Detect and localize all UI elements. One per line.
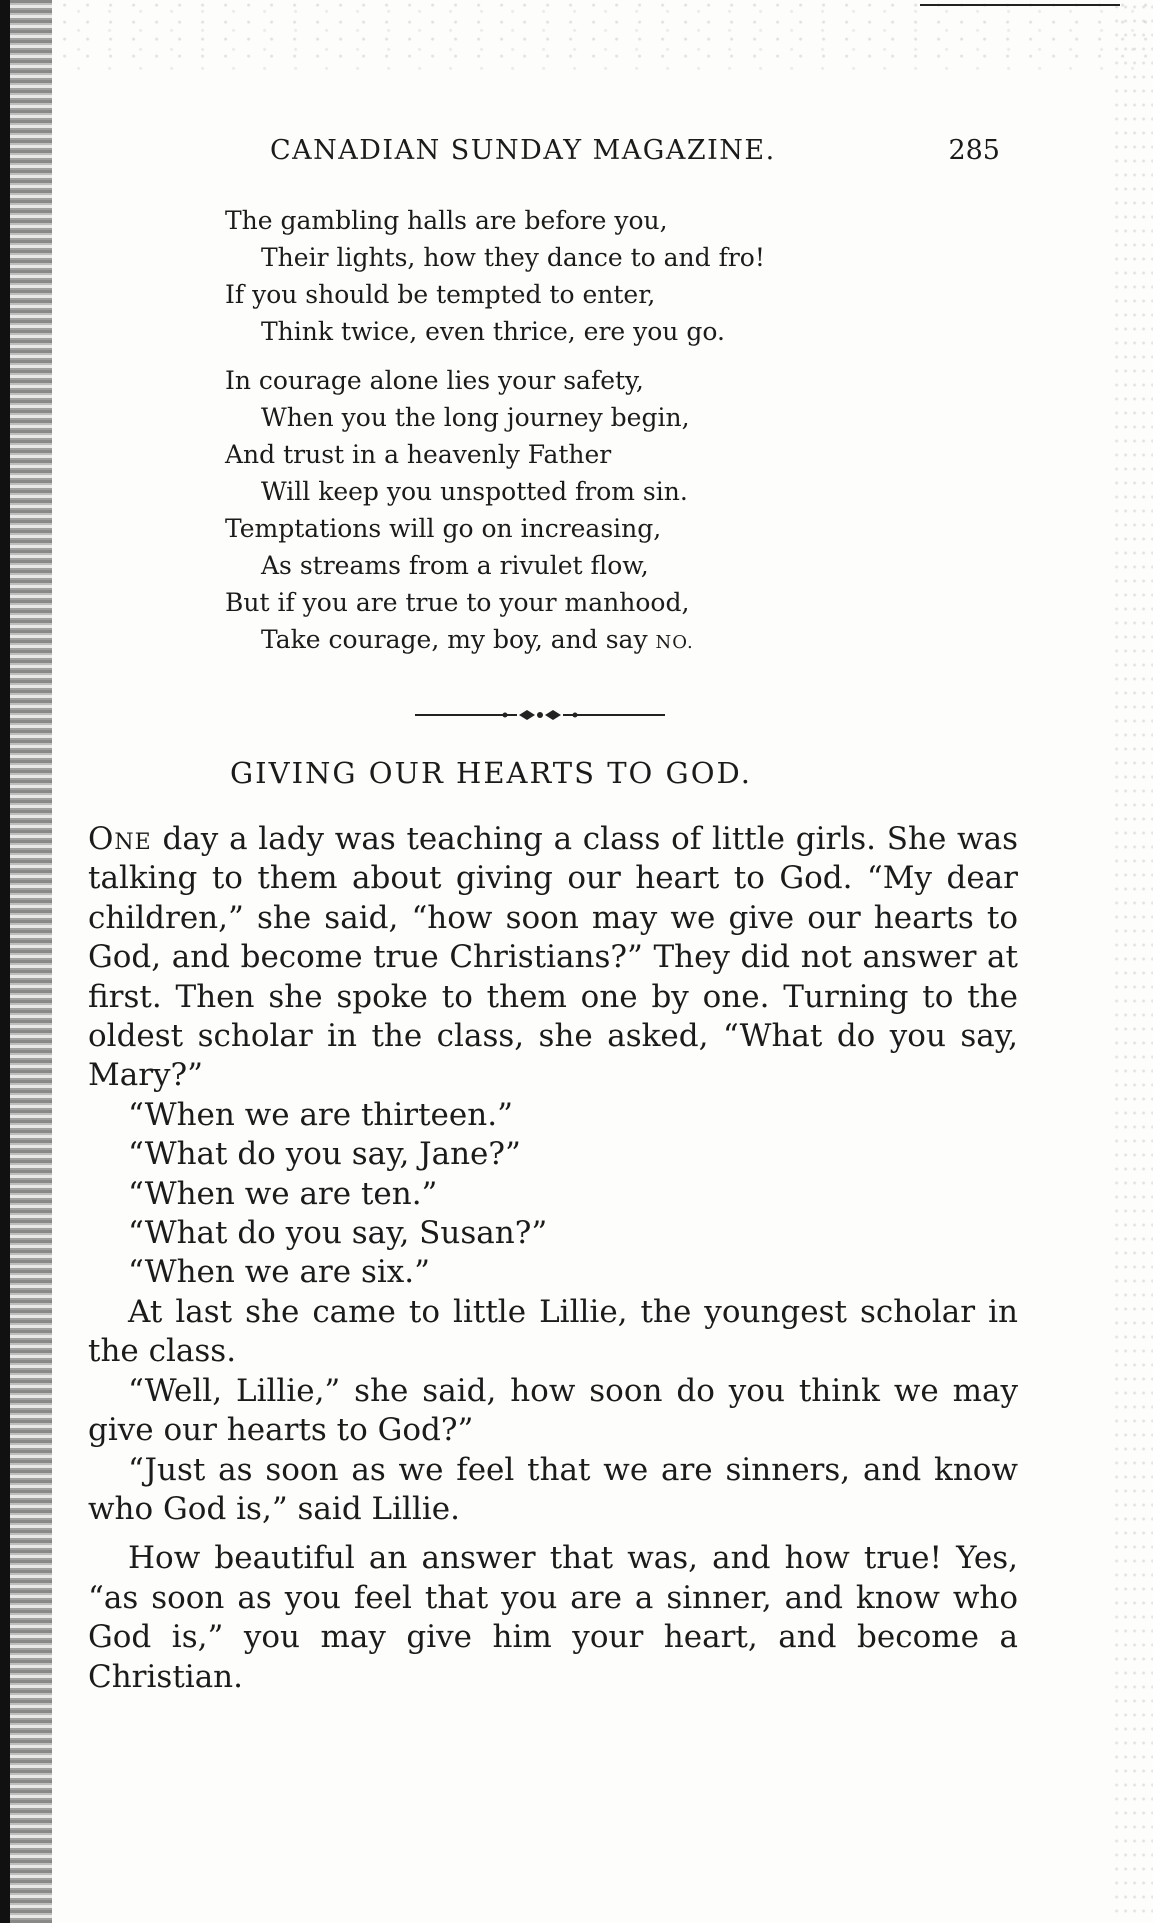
paragraph-5: How beautiful an answer that was, and how true! Yes, “as soon as you feel that you are a sinner, and know who God is,” you may give him your heart, and become a Christian.: [88, 1540, 1018, 1695]
poem-line: Will keep you unspotted from sin.: [261, 477, 688, 506]
binding-dark-edge: [0, 0, 10, 1923]
poem-last-line: [225, 621, 845, 661]
section-divider-ornament: [415, 708, 665, 722]
paragraph-2: At last she came to little Lillie, the youngest scholar in the class.: [88, 1293, 1018, 1370]
dialogue-line: “What do you say, Jane?”: [128, 1136, 521, 1173]
poem-line: Their lights, how they dance to and fro!: [261, 243, 765, 272]
article-body: [88, 820, 1018, 1697]
poem-line: In courage alone lies your safety,: [225, 366, 644, 395]
dialogue-line: “What do you say, Susan?”: [128, 1215, 548, 1252]
first-word: One: [88, 821, 152, 857]
top-scan-rule: [920, 4, 1120, 6]
poem-last-word: NO.: [655, 632, 694, 653]
paragraph-1: [88, 820, 1018, 1096]
poem-line: Temptations will go on increasing,: [225, 514, 662, 543]
poem-line: As streams from a rivulet flow,: [261, 551, 649, 580]
right-scan-noise: [1113, 0, 1153, 1923]
dialogue-line: “When we are thirteen.”: [128, 1096, 513, 1133]
paragraph-3: “Well, Lillie,” she said, how soon do you think we may give our hearts to God?”: [88, 1372, 1018, 1449]
poem-line: Think twice, even thrice, ere you go.: [261, 317, 725, 346]
dialogue-line: “When we are ten.”: [128, 1175, 438, 1212]
poem-line: And trust in a heavenly Father: [225, 440, 612, 469]
poem-last-line-text: Take courage, my boy, and say: [261, 625, 648, 654]
running-head: [270, 135, 1000, 175]
poem-line: But if you are true to your manhood,: [225, 588, 690, 617]
magazine-title: CANADIAN SUNDAY MAGAZINE.: [270, 135, 776, 166]
poem-stanza-1: [225, 202, 845, 350]
article-title: GIVING OUR HEARTS TO GOD.: [230, 756, 752, 790]
poem: [225, 202, 845, 661]
poem-line: The gambling halls are before you,: [225, 206, 668, 235]
page-number: 285: [948, 135, 1000, 166]
poem-line: When you the long journey begin,: [261, 403, 690, 432]
dialogue-line: “When we are six.”: [128, 1254, 430, 1291]
top-scan-noise: [60, 0, 1153, 70]
poem-stanza-2: [225, 362, 845, 661]
paragraph-4: “Just as soon as we feel that we are sinners, and know who God is,” said Lillie.: [88, 1451, 1018, 1527]
poem-line: If you should be tempted to enter,: [225, 280, 656, 309]
paragraph-1-text: day a lady was teaching a class of little girls. She was talking to them about giving our heart to God. “My dear children,” she said, “how soon may we give our hearts to God, and become true Christians?” They did not answer at first. Then she spoke to them one by one. Turning to the oldest scholar in the class, she asked, “What do you say, Mary?”: [88, 821, 1018, 1094]
